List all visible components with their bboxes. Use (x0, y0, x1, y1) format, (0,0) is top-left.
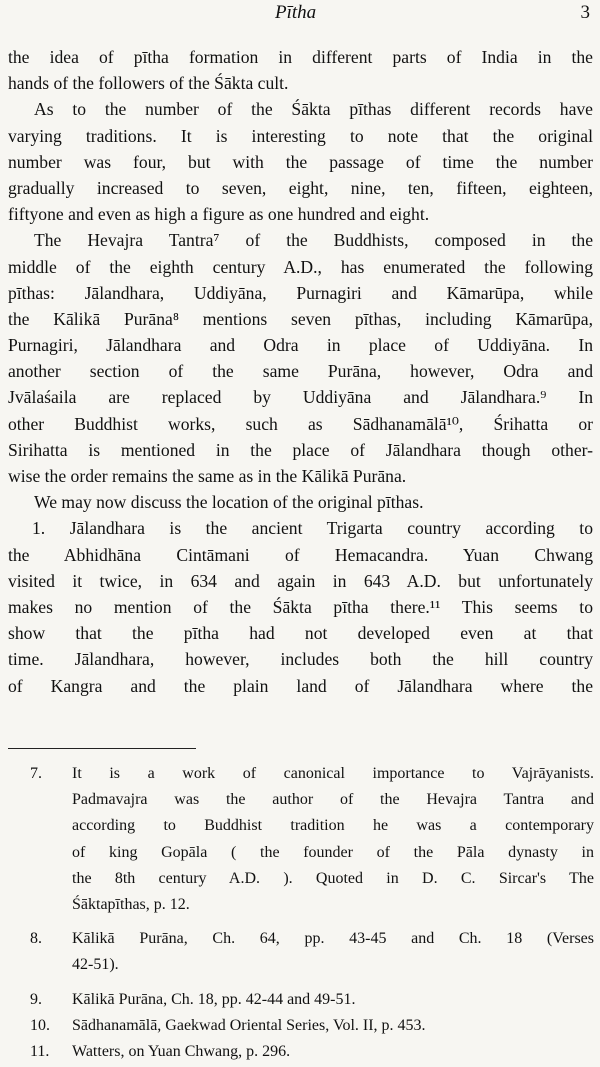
text-line: number was four, but with the passage of time the number (8, 151, 593, 172)
text-line: pīthas: Jālandhara, Uddiyāna, Purnagiri and Kāmarūpa, while (8, 282, 593, 303)
text-line: Purnagiri, Jālandhara and Odra in place of Uddiyāna. In (8, 335, 593, 356)
footnote-line: Kālikā Purāna, Ch. 64, pp. 43-45 and Ch. 18 (Verses (72, 930, 594, 948)
footnote-line: of king Gopāla ( the founder of the Pāla dynasty in (72, 843, 594, 861)
text-line: Sirihatta is mentioned in the place of Jālandhara though other- (8, 439, 593, 460)
footnote-9 (24, 987, 594, 1013)
text-line: varying traditions. It is interesting to note that the original (8, 125, 593, 146)
footnote-10 (24, 1013, 594, 1039)
footnote-line: 42-51). (72, 956, 119, 974)
text-line: another section of the same Purāna, however, Odra and (8, 361, 593, 382)
text-line: visited it twice, in 634 and again in 643 A.D. but unfortunately (8, 570, 593, 591)
footnote-line: Kālikā Purāna, Ch. 18, pp. 42-44 and 49-51. (72, 990, 356, 1008)
text-line: show that the pītha had not developed even at that (8, 623, 593, 644)
footnote-divider (8, 748, 196, 749)
text-line: hands of the followers of the Śākta cult. (8, 73, 289, 94)
text-line: 1. Jālandhara is the ancient Trigarta country according to (32, 518, 593, 539)
footnote-8 (24, 926, 594, 978)
footnote-number: 8. (30, 930, 42, 948)
text-line: fiftyone and even as high a figure as one hundred and eight. (8, 204, 430, 225)
footnote-line: It is a work of canonical importance to Vajrāyanists. (72, 765, 594, 782)
footnote-11 (24, 1039, 594, 1065)
text-line: time. Jālandhara, however, includes both the hill country (8, 649, 593, 670)
text-line: the Abhidhāna Cintāmani of Hemacandra. Yuan Chwang (8, 544, 593, 565)
text-line: gradually increased to seven, eight, nine, ten, fifteen, eighteen, (8, 177, 593, 198)
body-text (8, 44, 593, 699)
footnote-line: Watters, on Yuan Chwang, p. 296. (72, 1042, 291, 1060)
text-line: middle of the eighth century A.D., has enumerated the following (8, 256, 593, 277)
footnote-line: according to Buddhist tradition he was a contemporary (72, 817, 594, 835)
footnote-number: 7. (30, 765, 42, 782)
text-line: other Buddhist works, such as Sādhanamālā¹⁰, Śrihatta or (8, 413, 593, 434)
text-line: of Kangra and the plain land of Jālandhara where the (8, 675, 593, 696)
text-line: the Kālikā Purāna⁸ mentions seven pīthas, including Kāmarūpa, (8, 308, 593, 329)
text-line: Jvālaśaila are replaced by Uddiyāna and Jālandhara.⁹ In (8, 387, 593, 408)
text-line: As to the number of the Śākta pīthas different records have (34, 99, 593, 120)
text-line: makes no mention of the Śākta pītha there.¹¹ This seems to (8, 596, 593, 617)
text-line: wise the order remains the same as in the Kālikā Purāna. (8, 466, 407, 486)
footnotes (24, 761, 594, 1065)
footnote-number: 10. (30, 1016, 50, 1034)
running-title: Pītha (275, 2, 317, 23)
footnote-7 (24, 761, 594, 918)
footnote-number: 11. (30, 1042, 50, 1060)
footnote-line: Śāktapīthas, p. 12. (72, 895, 190, 913)
footnote-line: the 8th century A.D. ). Quoted in D. C. Sircar's The (72, 869, 594, 887)
page-header (0, 2, 600, 26)
text-line: The Hevajra Tantra⁷ of the Buddhists, composed in the (34, 230, 593, 251)
footnote-number: 9. (30, 990, 42, 1008)
text-line: We may now discuss the location of the original pīthas. (34, 492, 424, 513)
footnote-line: Sādhanamālā, Gaekwad Oriental Series, Vol. II, p. 453. (72, 1016, 426, 1034)
page-number: 3 (580, 2, 590, 23)
footnote-line: Padmavajra was the author of the Hevajra Tantra and (72, 791, 594, 809)
text-line: the idea of pītha formation in different parts of India in the (8, 47, 593, 67)
